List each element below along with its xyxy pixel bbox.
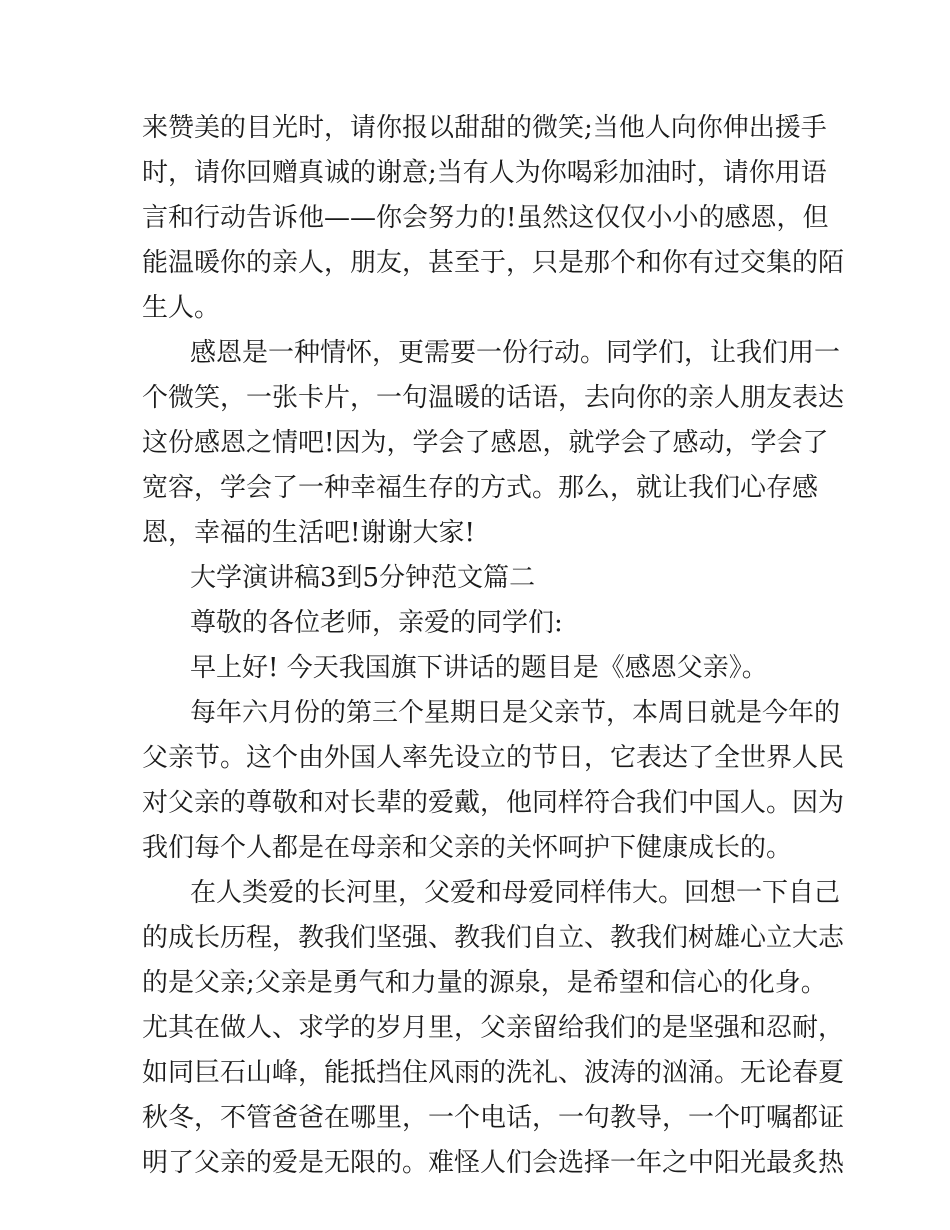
text-line: 秋冬，不管爸爸在哪里，一个电话，一句教导，一个叮嘱都证: [142, 1103, 845, 1133]
text-line: 恩，幸福的生活吧!谢谢大家!: [142, 518, 475, 548]
salutation-line: 尊敬的各位老师，亲爱的同学们:: [190, 608, 563, 638]
text-line: 来赞美的目光时，请你报以甜甜的微笑;当他人向你伸出援手: [142, 113, 827, 143]
text-line: 如同巨石山峰，能抵挡住风雨的洗礼、波涛的汹涌。无论春夏: [142, 1058, 845, 1088]
text-line: 的成长历程，教我们坚强、教我们自立、教我们树雄心立大志: [142, 923, 845, 953]
text-line: 明了父亲的爱是无限的。难怪人们会选择一年之中阳光最炙热: [142, 1148, 845, 1178]
text-line: 对父亲的尊敬和对长辈的爱戴，他同样符合我们中国人。因为: [142, 788, 845, 818]
text-line: 我们每个人都是在母亲和父亲的关怀呵护下健康成长的。: [142, 833, 793, 863]
text-line: 这份感恩之情吧!因为，学会了感恩，就学会了感动，学会了: [142, 428, 829, 458]
paragraph-start-line: 在人类爱的长河里，父爱和母爱同样伟大。回想一下自己: [190, 878, 841, 908]
text-line: 的是父亲;父亲是勇气和力量的源泉，是希望和信心的化身。: [142, 968, 827, 998]
text-line: 个微笑，一张卡片，一句温暖的话语，去向你的亲人朋友表达: [142, 383, 845, 413]
text-line: 时，请你回赠真诚的谢意;当有人为你喝彩加油时，请你用语: [142, 158, 827, 188]
text-line: 言和行动告诉他——你会努力的!虽然这仅仅小小的感恩，但: [142, 203, 829, 233]
document-body: [142, 106, 845, 1186]
section-title: 大学演讲稿3到5分钟范文篇二: [190, 563, 536, 593]
text-line: 能温暖你的亲人，朋友，甚至于，只是那个和你有过交集的陌: [142, 248, 845, 278]
text-line: 尤其在做人、求学的岁月里，父亲留给我们的是坚强和忍耐，: [142, 1013, 845, 1043]
text-line: 生人。: [142, 293, 221, 323]
text-line: 父亲节。这个由外国人率先设立的节日，它表达了全世界人民: [142, 743, 845, 773]
greeting-line: 早上好! 今天我国旗下讲话的题目是《感恩父亲》。: [190, 653, 768, 683]
paragraph-start-line: 感恩是一种情怀，更需要一份行动。同学们，让我们用一: [190, 338, 841, 368]
text-line: 宽容，学会了一种幸福生存的方式。那么，就让我们心存感: [142, 473, 819, 503]
paragraph-start-line: 每年六月份的第三个星期日是父亲节，本周日就是今年的: [190, 698, 841, 728]
